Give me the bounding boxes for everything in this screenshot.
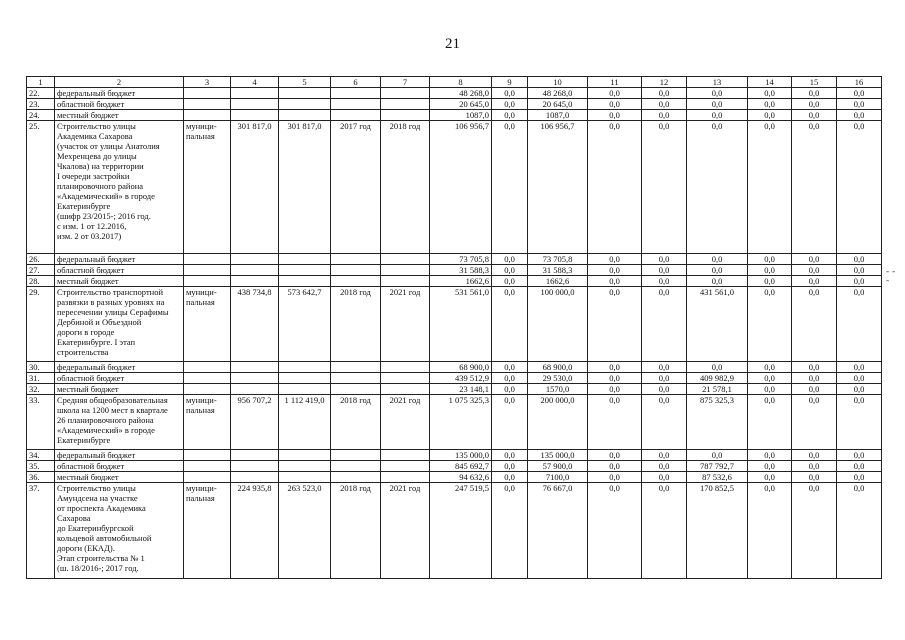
- total-cost-cell: [279, 461, 331, 472]
- end-year-cell: [381, 99, 430, 110]
- total-cost-cell: [279, 88, 331, 99]
- col12-cell: 0,0: [642, 362, 687, 373]
- start-year-cell: [331, 99, 381, 110]
- table-row: [27, 395, 882, 450]
- row-number-cell: 33.: [27, 395, 55, 450]
- col12-cell: 0,0: [642, 373, 687, 384]
- col14-cell: 0,0: [748, 265, 792, 276]
- col14-cell: 0,0: [748, 276, 792, 287]
- col13-cell: 0,0: [687, 121, 748, 254]
- col15-cell: 0,0: [792, 265, 837, 276]
- col10-cell: 100 000,0: [528, 287, 588, 362]
- col16-cell: 0,0: [837, 472, 882, 483]
- item-name-cell: областной бюджет: [55, 373, 184, 384]
- start-year-cell: [331, 472, 381, 483]
- side-marks: - - -: [886, 267, 896, 286]
- estimated-cost-cell: 956 707,2: [231, 395, 279, 450]
- column-number-cell: 10: [528, 77, 588, 88]
- col10-cell: 200 000,0: [528, 395, 588, 450]
- col12-cell: 0,0: [642, 110, 687, 121]
- col13-cell: 0,0: [687, 450, 748, 461]
- col15-cell: 0,0: [792, 276, 837, 287]
- estimated-cost-cell: [231, 362, 279, 373]
- item-name-cell: федеральный бюджет: [55, 362, 184, 373]
- end-year-cell: 2018 год: [381, 121, 430, 254]
- total-amount-cell: 247 519,5: [430, 483, 492, 579]
- col10-cell: 1570,0: [528, 384, 588, 395]
- col9-cell: 0,0: [492, 362, 528, 373]
- col9-cell: 0,0: [492, 472, 528, 483]
- total-cost-cell: [279, 472, 331, 483]
- col12-cell: 0,0: [642, 483, 687, 579]
- total-cost-cell: [279, 276, 331, 287]
- start-year-cell: 2018 год: [331, 395, 381, 450]
- col12-cell: 0,0: [642, 121, 687, 254]
- estimated-cost-cell: [231, 254, 279, 265]
- total-amount-cell: 31 588,3: [430, 265, 492, 276]
- column-number-cell: 7: [381, 77, 430, 88]
- column-number-row: [27, 77, 882, 88]
- col14-cell: 0,0: [748, 121, 792, 254]
- column-number-cell: 4: [231, 77, 279, 88]
- col9-cell: 0,0: [492, 254, 528, 265]
- ownership-cell: [184, 384, 231, 395]
- column-number-cell: 12: [642, 77, 687, 88]
- col16-cell: 0,0: [837, 373, 882, 384]
- col16-cell: 0,0: [837, 121, 882, 254]
- col15-cell: 0,0: [792, 121, 837, 254]
- total-cost-cell: 573 642,7: [279, 287, 331, 362]
- col9-cell: 0,0: [492, 450, 528, 461]
- col13-cell: 431 561,0: [687, 287, 748, 362]
- total-amount-cell: 23 148,1: [430, 384, 492, 395]
- row-number-cell: 22.: [27, 88, 55, 99]
- table-row: [27, 373, 882, 384]
- start-year-cell: [331, 110, 381, 121]
- item-name-cell: областной бюджет: [55, 99, 184, 110]
- col13-cell: 409 982,9: [687, 373, 748, 384]
- col15-cell: 0,0: [792, 461, 837, 472]
- total-cost-cell: [279, 362, 331, 373]
- col10-cell: 1087,0: [528, 110, 588, 121]
- estimated-cost-cell: 438 734,8: [231, 287, 279, 362]
- col9-cell: 0,0: [492, 461, 528, 472]
- row-number-cell: 37.: [27, 483, 55, 579]
- item-name-cell: федеральный бюджет: [55, 450, 184, 461]
- start-year-cell: 2018 год: [331, 287, 381, 362]
- col11-cell: 0,0: [588, 287, 642, 362]
- col13-cell: 0,0: [687, 99, 748, 110]
- total-amount-cell: 845 692,7: [430, 461, 492, 472]
- col16-cell: 0,0: [837, 461, 882, 472]
- start-year-cell: [331, 450, 381, 461]
- col12-cell: 0,0: [642, 287, 687, 362]
- page-number: 21: [445, 36, 460, 52]
- col13-cell: 787 792,7: [687, 461, 748, 472]
- estimated-cost-cell: [231, 265, 279, 276]
- col11-cell: 0,0: [588, 362, 642, 373]
- col9-cell: 0,0: [492, 287, 528, 362]
- column-number-cell: 11: [588, 77, 642, 88]
- total-amount-cell: 135 000,0: [430, 450, 492, 461]
- col13-cell: 170 852,5: [687, 483, 748, 579]
- col11-cell: 0,0: [588, 450, 642, 461]
- col10-cell: 1662,6: [528, 276, 588, 287]
- ownership-cell: [184, 373, 231, 384]
- col16-cell: 0,0: [837, 88, 882, 99]
- col12-cell: 0,0: [642, 99, 687, 110]
- col10-cell: 31 588,3: [528, 265, 588, 276]
- col10-cell: 135 000,0: [528, 450, 588, 461]
- col15-cell: 0,0: [792, 395, 837, 450]
- col13-cell: 875 325,3: [687, 395, 748, 450]
- item-name-cell: Средняя общеобразовательная школа на 1200 мест в квартале 26 планировочного района «Академический» в городе Екатеринбурге: [55, 395, 184, 450]
- end-year-cell: [381, 450, 430, 461]
- ownership-cell: [184, 472, 231, 483]
- col12-cell: 0,0: [642, 450, 687, 461]
- start-year-cell: [331, 373, 381, 384]
- total-amount-cell: 68 900,0: [430, 362, 492, 373]
- col9-cell: 0,0: [492, 276, 528, 287]
- ownership-cell: [184, 254, 231, 265]
- col11-cell: 0,0: [588, 373, 642, 384]
- col10-cell: 29 530,0: [528, 373, 588, 384]
- col12-cell: 0,0: [642, 461, 687, 472]
- ownership-cell: муници- пальная: [184, 121, 231, 254]
- ownership-cell: муници- пальная: [184, 483, 231, 579]
- estimated-cost-cell: [231, 373, 279, 384]
- col14-cell: 0,0: [748, 110, 792, 121]
- col15-cell: 0,0: [792, 483, 837, 579]
- end-year-cell: 2021 год: [381, 395, 430, 450]
- col16-cell: 0,0: [837, 450, 882, 461]
- col14-cell: 0,0: [748, 461, 792, 472]
- col15-cell: 0,0: [792, 450, 837, 461]
- estimated-cost-cell: [231, 384, 279, 395]
- column-number-cell: 5: [279, 77, 331, 88]
- col14-cell: 0,0: [748, 99, 792, 110]
- item-name-cell: областной бюджет: [55, 461, 184, 472]
- col14-cell: 0,0: [748, 483, 792, 579]
- col11-cell: 0,0: [588, 265, 642, 276]
- row-number-cell: 35.: [27, 461, 55, 472]
- col13-cell: 21 578,1: [687, 384, 748, 395]
- end-year-cell: [381, 461, 430, 472]
- ownership-cell: [184, 265, 231, 276]
- col14-cell: 0,0: [748, 88, 792, 99]
- table-row: [27, 265, 882, 276]
- column-number-cell: 16: [837, 77, 882, 88]
- col13-cell: 87 532,6: [687, 472, 748, 483]
- column-number-cell: 15: [792, 77, 837, 88]
- row-number-cell: 32.: [27, 384, 55, 395]
- col16-cell: 0,0: [837, 483, 882, 579]
- end-year-cell: [381, 373, 430, 384]
- total-cost-cell: [279, 265, 331, 276]
- col16-cell: 0,0: [837, 287, 882, 362]
- total-cost-cell: [279, 99, 331, 110]
- start-year-cell: 2018 год: [331, 483, 381, 579]
- col14-cell: 0,0: [748, 373, 792, 384]
- column-number-cell: 6: [331, 77, 381, 88]
- row-number-cell: 31.: [27, 373, 55, 384]
- estimated-cost-cell: [231, 99, 279, 110]
- item-name-cell: местный бюджет: [55, 384, 184, 395]
- col14-cell: 0,0: [748, 254, 792, 265]
- row-number-cell: 29.: [27, 287, 55, 362]
- col9-cell: 0,0: [492, 373, 528, 384]
- column-number-cell: 13: [687, 77, 748, 88]
- row-number-cell: 34.: [27, 450, 55, 461]
- col11-cell: 0,0: [588, 472, 642, 483]
- table-row: [27, 99, 882, 110]
- col13-cell: 0,0: [687, 254, 748, 265]
- end-year-cell: 2021 год: [381, 287, 430, 362]
- total-amount-cell: 48 268,0: [430, 88, 492, 99]
- total-cost-cell: [279, 110, 331, 121]
- total-amount-cell: 20 645,0: [430, 99, 492, 110]
- col9-cell: 0,0: [492, 384, 528, 395]
- total-amount-cell: 1662,6: [430, 276, 492, 287]
- total-amount-cell: 94 632,6: [430, 472, 492, 483]
- col9-cell: 0,0: [492, 121, 528, 254]
- ownership-cell: [184, 450, 231, 461]
- budget-table: [26, 76, 882, 579]
- col11-cell: 0,0: [588, 88, 642, 99]
- table-row: [27, 287, 882, 362]
- col9-cell: 0,0: [492, 110, 528, 121]
- total-cost-cell: [279, 450, 331, 461]
- col16-cell: 0,0: [837, 99, 882, 110]
- col12-cell: 0,0: [642, 472, 687, 483]
- start-year-cell: [331, 254, 381, 265]
- col11-cell: 0,0: [588, 110, 642, 121]
- estimated-cost-cell: 301 817,0: [231, 121, 279, 254]
- col15-cell: 0,0: [792, 287, 837, 362]
- col9-cell: 0,0: [492, 483, 528, 579]
- col14-cell: 0,0: [748, 287, 792, 362]
- col14-cell: 0,0: [748, 472, 792, 483]
- table-row: [27, 88, 882, 99]
- table-row: [27, 121, 882, 254]
- item-name-cell: федеральный бюджет: [55, 88, 184, 99]
- end-year-cell: [381, 276, 430, 287]
- total-cost-cell: [279, 254, 331, 265]
- col16-cell: 0,0: [837, 395, 882, 450]
- ownership-cell: [184, 276, 231, 287]
- col16-cell: 0,0: [837, 265, 882, 276]
- col10-cell: 20 645,0: [528, 99, 588, 110]
- estimated-cost-cell: 224 935,8: [231, 483, 279, 579]
- item-name-cell: Строительство транспортной развязки в разных уровнях на пересечении улицы Серафимы Дербиной и Объездной дороги в городе Екатеринбурге. I этап строительства: [55, 287, 184, 362]
- ownership-cell: [184, 461, 231, 472]
- end-year-cell: [381, 254, 430, 265]
- total-cost-cell: [279, 384, 331, 395]
- col15-cell: 0,0: [792, 88, 837, 99]
- table-row: [27, 461, 882, 472]
- end-year-cell: [381, 472, 430, 483]
- col14-cell: 0,0: [748, 362, 792, 373]
- col13-cell: 0,0: [687, 265, 748, 276]
- column-number-cell: 8: [430, 77, 492, 88]
- start-year-cell: [331, 265, 381, 276]
- col15-cell: 0,0: [792, 362, 837, 373]
- total-amount-cell: 1 075 325,3: [430, 395, 492, 450]
- col15-cell: 0,0: [792, 384, 837, 395]
- item-name-cell: Строительство улицы Амундсена на участке от проспекта Академика Сахарова до Екатеринбургской кольцевой автомобильной дороги (ЕКАД). Этап строительства № 1 (ш. 18/2016-; 2017 год.: [55, 483, 184, 579]
- col11-cell: 0,0: [588, 483, 642, 579]
- col15-cell: 0,0: [792, 99, 837, 110]
- col14-cell: 0,0: [748, 395, 792, 450]
- end-year-cell: 2021 год: [381, 483, 430, 579]
- item-name-cell: Строительство улицы Академика Сахарова (участок от улицы Анатолия Мехренцева до улицы Чкалова) на территории I очереди застройки планировочного района «Академический» в городе Екатеринбурге (шифр 23/2015-; 2016 год. с изм. 1 от 12.2016, изм. 2 от 03.2017): [55, 121, 184, 254]
- col12-cell: 0,0: [642, 395, 687, 450]
- row-number-cell: 25.: [27, 121, 55, 254]
- item-name-cell: федеральный бюджет: [55, 254, 184, 265]
- ownership-cell: [184, 99, 231, 110]
- col13-cell: 0,0: [687, 276, 748, 287]
- col15-cell: 0,0: [792, 373, 837, 384]
- start-year-cell: [331, 88, 381, 99]
- column-number-cell: 2: [55, 77, 184, 88]
- col15-cell: 0,0: [792, 254, 837, 265]
- row-number-cell: 27.: [27, 265, 55, 276]
- item-name-cell: областной бюджет: [55, 265, 184, 276]
- end-year-cell: [381, 88, 430, 99]
- col11-cell: 0,0: [588, 395, 642, 450]
- row-number-cell: 28.: [27, 276, 55, 287]
- col12-cell: 0,0: [642, 254, 687, 265]
- row-number-cell: 30.: [27, 362, 55, 373]
- col11-cell: 0,0: [588, 384, 642, 395]
- col16-cell: 0,0: [837, 254, 882, 265]
- col10-cell: 68 900,0: [528, 362, 588, 373]
- column-number-cell: 9: [492, 77, 528, 88]
- col10-cell: 7100,0: [528, 472, 588, 483]
- ownership-cell: [184, 88, 231, 99]
- col12-cell: 0,0: [642, 265, 687, 276]
- col10-cell: 76 667,0: [528, 483, 588, 579]
- total-amount-cell: 1087,0: [430, 110, 492, 121]
- row-number-cell: 36.: [27, 472, 55, 483]
- estimated-cost-cell: [231, 461, 279, 472]
- col15-cell: 0,0: [792, 472, 837, 483]
- total-cost-cell: 301 817,0: [279, 121, 331, 254]
- item-name-cell: местный бюджет: [55, 110, 184, 121]
- col9-cell: 0,0: [492, 265, 528, 276]
- table-row: [27, 472, 882, 483]
- col9-cell: 0,0: [492, 88, 528, 99]
- estimated-cost-cell: [231, 110, 279, 121]
- end-year-cell: [381, 362, 430, 373]
- item-name-cell: местный бюджет: [55, 472, 184, 483]
- total-amount-cell: 531 561,0: [430, 287, 492, 362]
- col12-cell: 0,0: [642, 276, 687, 287]
- col16-cell: 0,0: [837, 362, 882, 373]
- col16-cell: 0,0: [837, 276, 882, 287]
- ownership-cell: [184, 362, 231, 373]
- table-row: [27, 384, 882, 395]
- ownership-cell: муници- пальная: [184, 395, 231, 450]
- row-number-cell: 24.: [27, 110, 55, 121]
- col15-cell: 0,0: [792, 110, 837, 121]
- col11-cell: 0,0: [588, 254, 642, 265]
- estimated-cost-cell: [231, 450, 279, 461]
- ownership-cell: муници- пальная: [184, 287, 231, 362]
- estimated-cost-cell: [231, 472, 279, 483]
- start-year-cell: [331, 384, 381, 395]
- end-year-cell: [381, 265, 430, 276]
- total-cost-cell: 263 523,0: [279, 483, 331, 579]
- ownership-cell: [184, 110, 231, 121]
- column-number-cell: 14: [748, 77, 792, 88]
- col16-cell: 0,0: [837, 110, 882, 121]
- col12-cell: 0,0: [642, 384, 687, 395]
- row-number-cell: 26.: [27, 254, 55, 265]
- item-name-cell: местный бюджет: [55, 276, 184, 287]
- total-cost-cell: 1 112 419,0: [279, 395, 331, 450]
- col13-cell: 0,0: [687, 88, 748, 99]
- col10-cell: 73 705,8: [528, 254, 588, 265]
- column-number-cell: 3: [184, 77, 231, 88]
- total-amount-cell: 439 512,9: [430, 373, 492, 384]
- start-year-cell: [331, 461, 381, 472]
- column-number-cell: 1: [27, 77, 55, 88]
- start-year-cell: [331, 276, 381, 287]
- col10-cell: 106 956,7: [528, 121, 588, 254]
- col14-cell: 0,0: [748, 384, 792, 395]
- col13-cell: 0,0: [687, 362, 748, 373]
- table-row: [27, 110, 882, 121]
- col10-cell: 48 268,0: [528, 88, 588, 99]
- row-number-cell: 23.: [27, 99, 55, 110]
- col14-cell: 0,0: [748, 450, 792, 461]
- col11-cell: 0,0: [588, 121, 642, 254]
- col11-cell: 0,0: [588, 461, 642, 472]
- end-year-cell: [381, 384, 430, 395]
- col13-cell: 0,0: [687, 110, 748, 121]
- total-amount-cell: 106 956,7: [430, 121, 492, 254]
- estimated-cost-cell: [231, 88, 279, 99]
- start-year-cell: 2017 год: [331, 121, 381, 254]
- table-row: [27, 450, 882, 461]
- table-row: [27, 483, 882, 579]
- col11-cell: 0,0: [588, 99, 642, 110]
- col16-cell: 0,0: [837, 384, 882, 395]
- col12-cell: 0,0: [642, 88, 687, 99]
- total-cost-cell: [279, 373, 331, 384]
- table-row: [27, 254, 882, 265]
- col9-cell: 0,0: [492, 99, 528, 110]
- col11-cell: 0,0: [588, 276, 642, 287]
- col10-cell: 57 900,0: [528, 461, 588, 472]
- end-year-cell: [381, 110, 430, 121]
- estimated-cost-cell: [231, 276, 279, 287]
- col9-cell: 0,0: [492, 395, 528, 450]
- table-row: [27, 362, 882, 373]
- total-amount-cell: 73 705,8: [430, 254, 492, 265]
- table-row: [27, 276, 882, 287]
- start-year-cell: [331, 362, 381, 373]
